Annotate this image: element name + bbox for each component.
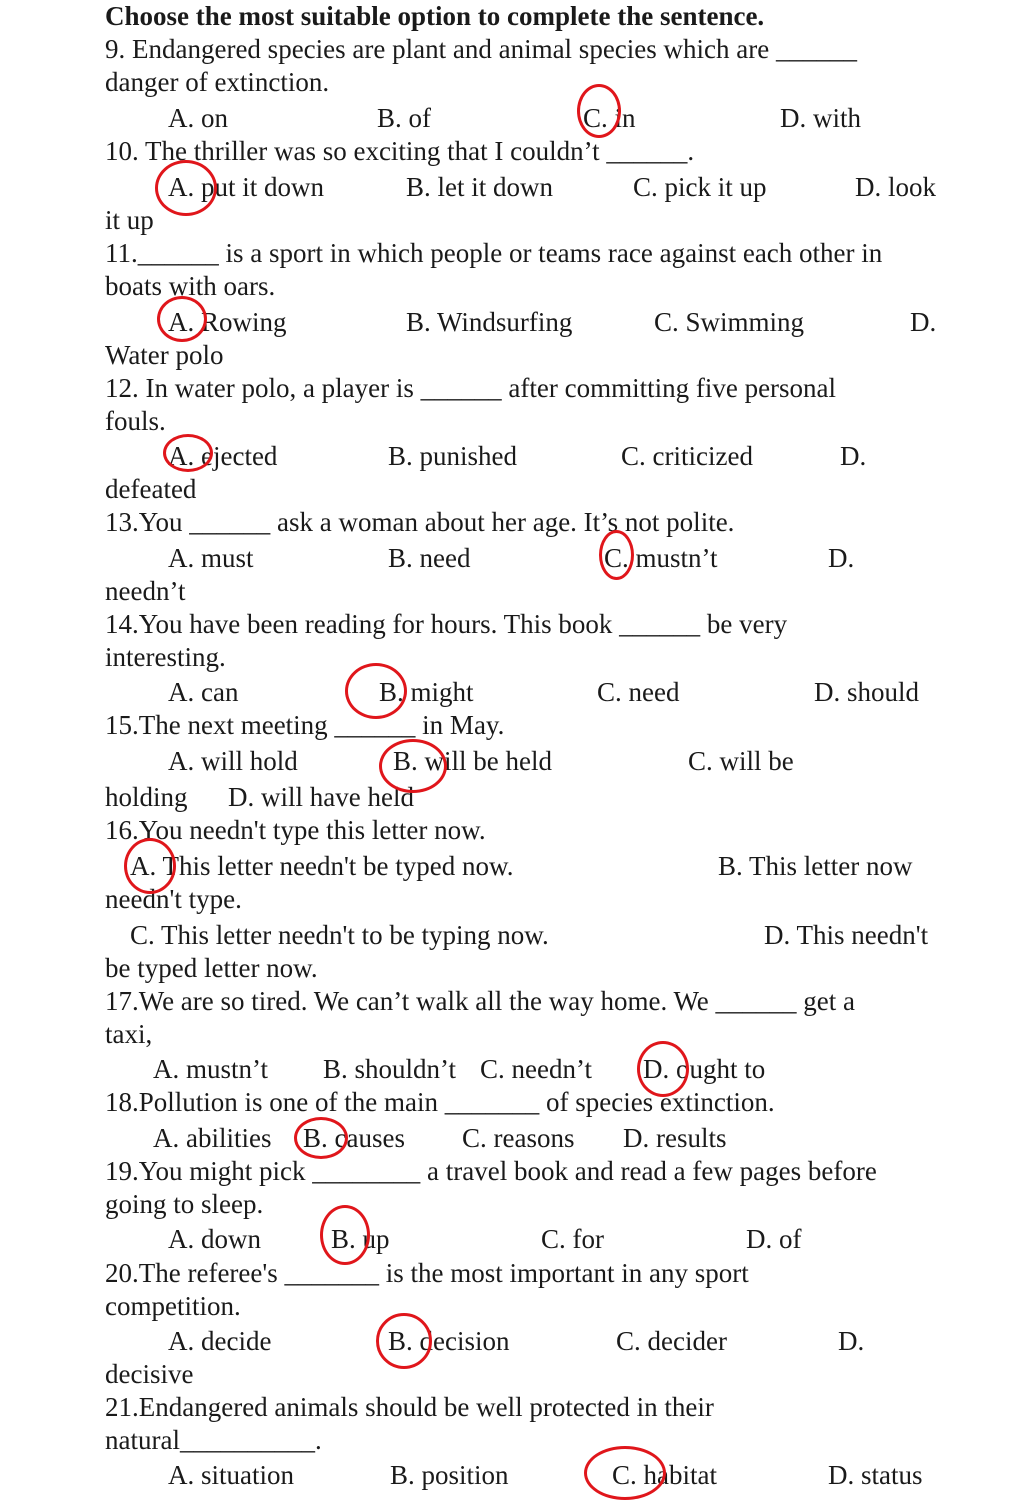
q15-option-b: B. will be held (393, 746, 552, 776)
q13-stem-line1: 13.You ______ ask a woman about her age. It’s not polite. (105, 507, 735, 537)
q16-option-b-cont: needn't type. (105, 884, 242, 914)
q12-option-d: D. (840, 441, 867, 471)
q21-stem-line2: natural__________. (105, 1425, 322, 1455)
q17-stem-line1: 17.We are so tired. We can’t walk all the way home. We ______ get a (105, 986, 856, 1016)
q14-stem-line2: interesting. (105, 642, 226, 672)
q15-option-d: D. will have held (228, 782, 414, 812)
q16-stem-line1: 16.You needn't type this letter now. (105, 815, 486, 845)
q13-option-c: C. mustn’t (604, 543, 718, 573)
q12-option-d-cont: defeated (105, 474, 197, 504)
q19-option-a: A. down (168, 1224, 261, 1254)
q16-option-b: B. This letter now (718, 851, 913, 881)
q9-stem-line2: danger of extinction. (105, 67, 330, 97)
q16-option-d-cont: be typed letter now. (105, 953, 318, 983)
q14-option-d: D. should (814, 677, 920, 707)
q14-option-b: B. might (379, 677, 474, 707)
q11-stem-line2: boats with oars. (105, 271, 276, 301)
q17-option-b: B. shouldn’t (323, 1054, 457, 1084)
q14-option-a: A. can (168, 677, 239, 707)
q20-option-c: C. decider (616, 1326, 727, 1356)
q17-stem-line2: taxi, (105, 1019, 153, 1049)
q18-option-b: B. causes (303, 1123, 405, 1153)
q20-option-d-cont: decisive (105, 1359, 194, 1389)
q13-option-d: D. (828, 543, 855, 573)
q9-option-c: C. in (583, 103, 636, 133)
q12-stem-line1: 12. In water polo, a player is ______ after committing five personal (105, 373, 837, 403)
q20-option-a: A. decide (168, 1326, 272, 1356)
q15-option-c-cont: holding (105, 782, 188, 812)
q11-stem-line1: 11.______ is a sport in which people or teams race against each other in (105, 238, 883, 268)
q17-option-c: C. needn’t (480, 1054, 592, 1084)
q11-option-c: C. Swimming (654, 307, 805, 337)
q9-option-b: B. of (377, 103, 431, 133)
q21-option-d: D. status (828, 1460, 923, 1490)
q12-option-b: B. punished (388, 441, 518, 471)
q14-option-c: C. need (597, 677, 680, 707)
q11-option-d-cont: Water polo (105, 340, 224, 370)
q16-option-c: C. This letter needn't to be typing now. (130, 920, 549, 950)
q15-stem-line1: 15.The next meeting ______ in May. (105, 710, 505, 740)
q14-stem-line1: 14.You have been reading for hours. This book ______ be very (105, 609, 788, 639)
q12-option-a: A. ejected (168, 441, 278, 471)
q18-option-c: C. reasons (462, 1123, 575, 1153)
q20-option-b: B. decision (388, 1326, 510, 1356)
q19-option-c: C. for (541, 1224, 604, 1254)
q10-option-a: A. put it down (168, 172, 325, 202)
q9-option-a: A. on (168, 103, 228, 133)
q21-stem-line1: 21.Endangered animals should be well protected in their (105, 1392, 714, 1422)
q9-option-d: D. with (780, 103, 861, 133)
q19-stem-line2: going to sleep. (105, 1189, 264, 1219)
q15-option-c: C. will be (688, 746, 794, 776)
q17-option-d: D. ought to (643, 1054, 766, 1084)
q10-option-d: D. look (855, 172, 936, 202)
q13-option-d-cont: needn’t (105, 576, 186, 606)
q18-option-a: A. abilities (153, 1123, 272, 1153)
q15-option-a: A. will hold (168, 746, 298, 776)
q11-option-a: A. Rowing (168, 307, 287, 337)
q16-option-d: D. This needn't (764, 920, 929, 950)
q12-stem-line2: fouls. (105, 406, 166, 436)
q19-option-b: B. up (331, 1224, 390, 1254)
q18-option-d: D. results (623, 1123, 727, 1153)
q11-option-b: B. Windsurfing (406, 307, 573, 337)
q21-option-a: A. situation (168, 1460, 294, 1490)
q11-option-d: D. (910, 307, 937, 337)
q19-stem-line1: 19.You might pick ________ a travel book and read a few pages before (105, 1156, 877, 1186)
q20-stem-line1: 20.The referee's _______ is the most important in any sport (105, 1258, 749, 1288)
q10-option-b: B. let it down (406, 172, 553, 202)
q21-option-c: C. habitat (612, 1460, 717, 1490)
q10-stem-line1: 10. The thriller was so exciting that I couldn’t ______. (105, 136, 695, 166)
instruction: Choose the most suitable option to complete the sentence. (105, 1, 765, 31)
q21-option-b: B. position (390, 1460, 509, 1490)
q19-option-d: D. of (746, 1224, 802, 1254)
q16-option-a: A. This letter needn't be typed now. (130, 851, 514, 881)
q20-stem-line2: competition. (105, 1291, 241, 1321)
q13-option-b: B. need (388, 543, 471, 573)
q17-option-a: A. mustn’t (153, 1054, 269, 1084)
q13-option-a: A. must (168, 543, 254, 573)
q9-stem-line1: 9. Endangered species are plant and animal species which are ______ (105, 34, 857, 64)
q10-option-c: C. pick it up (633, 172, 767, 202)
q10-option-d-cont: it up (105, 205, 154, 235)
q20-option-d: D. (838, 1326, 865, 1356)
q12-option-c: C. criticized (621, 441, 753, 471)
q18-stem-line1: 18.Pollution is one of the main _______ of species extinction. (105, 1087, 775, 1117)
